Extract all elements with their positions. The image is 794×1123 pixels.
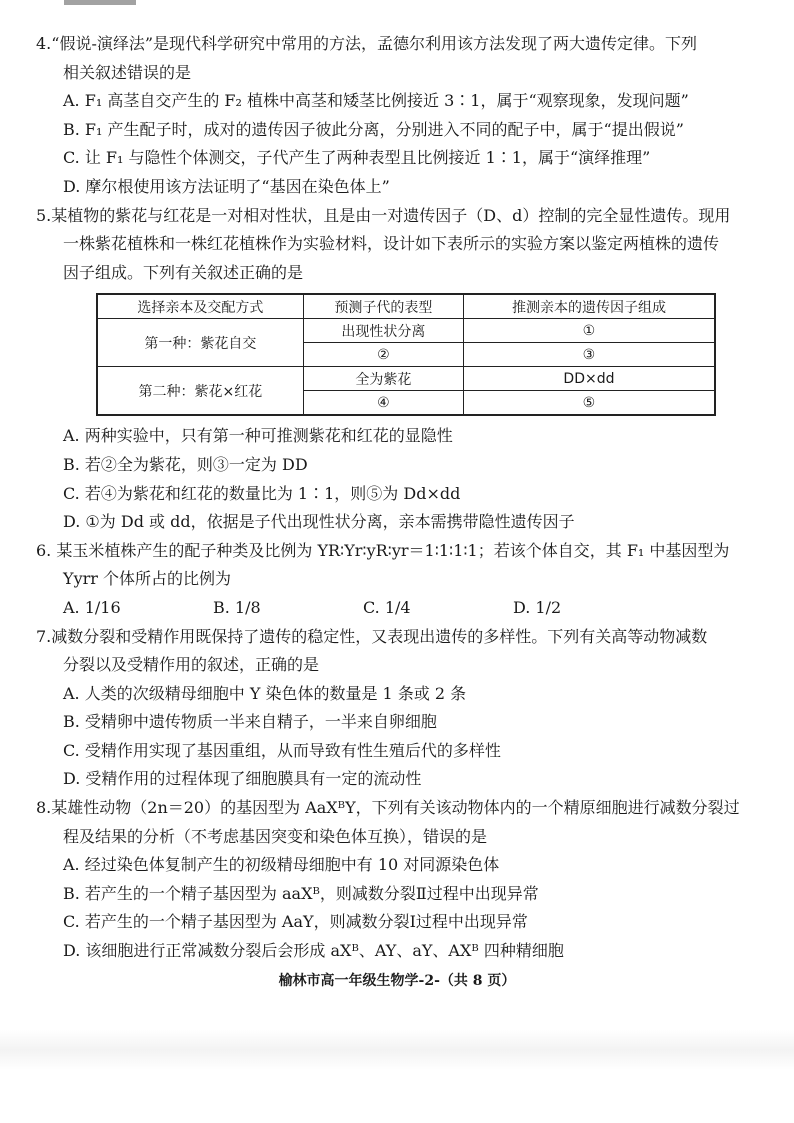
option-a: A. 经过染色体复制产生的初级精母细胞中有 10 对同源染色体 bbox=[63, 855, 500, 875]
option-c: C. 1/4 bbox=[363, 597, 411, 617]
table-row bbox=[97, 367, 715, 391]
option-b: B. F₁ 产生配子时，成对的遗传因子彼此分离，分别进入不同的配子中，属于“提出假说” bbox=[63, 119, 684, 139]
question-stem: 相关叙述错误的是 bbox=[63, 62, 192, 82]
table-row bbox=[97, 319, 715, 343]
option-a: A. F₁ 高茎自交产生的 F₂ 植株中高茎和矮茎比例接近 3∶1，属于“观察现象，发现问题” bbox=[63, 91, 689, 111]
question-stem: 4.“假说-演绎法”是现代科学研究中常用的方法，孟德尔利用该方法发现了两大遗传定律。下列 bbox=[36, 34, 698, 53]
table-cell: ② bbox=[303, 343, 463, 367]
option-c: C. 让 F₁ 与隐性个体测交，子代产生了两种表型且比例接近 1∶1，属于“演绎推理” bbox=[63, 148, 651, 168]
option-d: D. 该细胞进行正常减数分裂后会形成 aXᴮ、AY、aY、AXᴮ 四种精细胞 bbox=[63, 941, 564, 961]
option-b: B. 受精卵中遗传物质一半来自精子，一半来自卵细胞 bbox=[63, 712, 437, 732]
table-header-cell: 选择亲本及交配方式 bbox=[97, 294, 303, 319]
option-c: C. 受精作用实现了基因重组，从而导致有性生殖后代的多样性 bbox=[63, 740, 501, 760]
option-d: D. ①为 Dd 或 dd，依据是子代出现性状分离，亲本需携带隐性遗传因子 bbox=[63, 512, 575, 532]
table-cell-method: 第二种：紫花×红花 bbox=[97, 367, 303, 416]
table-header-cell: 推测亲本的遗传因子组成 bbox=[463, 294, 715, 319]
table-cell: ④ bbox=[303, 391, 463, 416]
question-5 bbox=[36, 202, 764, 537]
question-7 bbox=[36, 623, 764, 795]
question-stem: 7.减数分裂和受精作用既保持了遗传的稳定性，又表现出遗传的多样性。下列有关高等动物减数 bbox=[36, 626, 708, 646]
option-a: A. 人类的次级精母细胞中 Y 染色体的数量是 1 条或 2 条 bbox=[63, 683, 467, 703]
option-d: D. 摩尔根使用该方法证明了“基因在染色体上” bbox=[63, 176, 390, 196]
option-b: B. 1/8 bbox=[213, 597, 261, 617]
question-stem: 8.某雄性动物（2n＝20）的基因型为 AaXᴮY，下列有关该动物体内的一个精原细胞进行减数分裂过 bbox=[36, 798, 740, 818]
option-c: C. 若产生的一个精子基因型为 AaY，则减数分裂Ⅰ过程中出现异常 bbox=[63, 912, 528, 932]
question-stem: Yyrr 个体所占的比例为 bbox=[63, 569, 231, 589]
option-d: D. 受精作用的过程体现了细胞膜具有一定的流动性 bbox=[63, 769, 422, 789]
scan-shadow bbox=[0, 1030, 794, 1070]
table-cell: 出现性状分离 bbox=[303, 319, 463, 343]
page-footer: 榆林市高一年级生物学-2-（共 8 页） bbox=[278, 973, 516, 989]
table-header-row bbox=[97, 294, 715, 319]
table-cell: 全为紫花 bbox=[303, 367, 463, 391]
table-cell: ① bbox=[463, 319, 715, 343]
question-4 bbox=[36, 30, 764, 202]
scan-edge-mark bbox=[64, 0, 136, 5]
option-b: B. 若产生的一个精子基因型为 aaXᴮ，则减数分裂Ⅱ过程中出现异常 bbox=[63, 883, 539, 903]
question-stem: 一株紫花植株和一株红花植株作为实验材料，设计如下表所示的实验方案以鉴定两植株的遗传 bbox=[63, 234, 720, 254]
option-c: C. 若④为紫花和红花的数量比为 1∶1，则⑤为 Dd×dd bbox=[63, 483, 461, 503]
question-stem: 6. 某玉米植株产生的配子种类及比例为 YR∶Yr∶yR∶yr＝1∶1∶1∶1；若该个体自交，其 F₁ 中基因型为 bbox=[36, 540, 730, 560]
options-row bbox=[36, 594, 764, 623]
option-a: A. 1/16 bbox=[63, 597, 121, 617]
table-cell-method: 第一种：紫花自交 bbox=[97, 319, 303, 367]
table-cell: ③ bbox=[463, 343, 715, 367]
option-d: D. 1/2 bbox=[513, 597, 562, 617]
question-8 bbox=[36, 794, 764, 966]
experiment-table bbox=[96, 293, 716, 416]
table-cell: ⑤ bbox=[463, 391, 715, 416]
option-a: A. 两种实验中，只有第一种可推测紫花和红花的显隐性 bbox=[63, 426, 453, 446]
question-6 bbox=[36, 537, 764, 623]
question-stem: 因子组成。下列有关叙述正确的是 bbox=[63, 262, 304, 282]
table-header-cell: 预测子代的表型 bbox=[303, 294, 463, 319]
question-stem: 分裂以及受精作用的叙述，正确的是 bbox=[63, 655, 320, 675]
question-stem: 程及结果的分析（不考虑基因突变和染色体互换），错误的是 bbox=[63, 826, 488, 846]
question-stem: 5.某植物的紫花与红花是一对相对性状，且是由一对遗传因子（D、d）控制的完全显性遗传。现用 bbox=[36, 205, 731, 225]
question-content bbox=[36, 30, 764, 966]
option-b: B. 若②全为紫花，则③一定为 DD bbox=[63, 454, 308, 474]
table-cell: DD×dd bbox=[463, 367, 715, 391]
